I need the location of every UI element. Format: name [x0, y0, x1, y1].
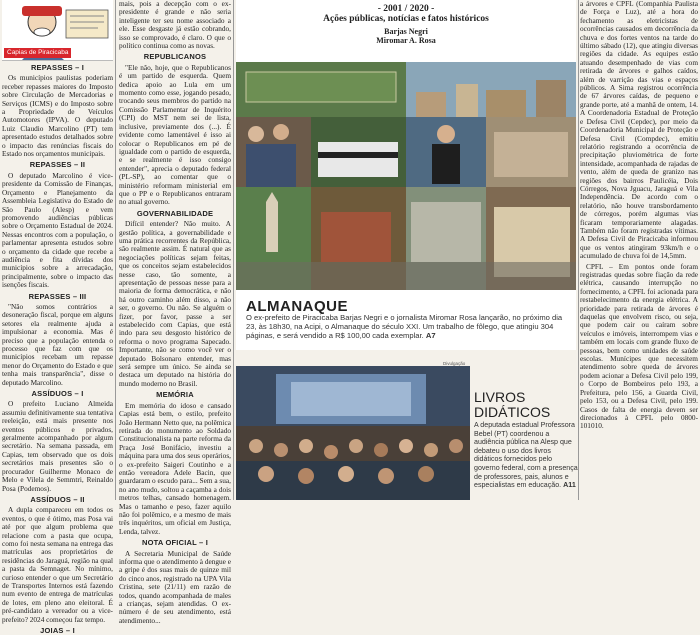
column-divider — [115, 0, 116, 500]
column-notes-left — [2, 0, 113, 635]
column-divider — [233, 0, 234, 500]
page-ref: A11 — [563, 481, 576, 490]
section-paragraph: "Não somos contrários a desoneração fiscal, porque em alguns setores ela realmente ajuda a impulsionar a economia. Mas é preciso que a população entenda o processo que faz com que os municípios recebam um repasse menor do Orçamento do Estado e que tenha mais transparência", disse o deputado Marcolino. — [2, 301, 113, 387]
column-notes-middle — [119, 0, 231, 625]
livros-body-text: A deputada estadual Professora Bebel (PT) coordenou a audiência pública na Alesp que debateu o uso dos livros didáticos fornecidos pelo governo federal, com a presença de professores, pais, alunos e especialistas em educação. — [474, 421, 578, 490]
section-heading: REPUBLICANOS — [143, 52, 207, 62]
cartoon-caption: Capias de Piracicaba — [4, 48, 71, 58]
news-paragraph: a árvores e CPFL (Companhia Paulista de Força e Luz), até a hora do fechamento as eletricistas de ocorrências causados em decorrência da chuva e dos fortes ventos na tarde do último sábado (12), que atingiu diversas regiões da cidade. As equipes estão atuando desempenhado de vias com retirada de árvores e galhos caídos, além de varrição das vias e espaços públicos. A Sima registrou ocorrência de 67 árvores caídas, de pequeno e grande porte, até a manhã de ontem, 14. A Coordenadoria Estadual de Proteção e Defesa Civil (Cepdec), por meio da Coordenadoria Municipal de Proteção e Defesa Civil (Compdec), emitiu relatório registrando a ocorrência de precipitação pluviométrica de forte intensidade, acompanhada de rajadas de vento, além de queda de granizo nas regiões dos bairros Paulicéia, Dois Córregos, Nova Jguacu, Jaraguá e Vila Independência. De acordo com o relatório, não houve transbordamento de córregos, porém algumas vias ficaram temporariamente alagadas. Também não foram registradas vítimas. A Defesa Civil de Piracicaba informou que os ventos atingiram 93km/h e o acumulado de chuva foi de 14,5mm. — [580, 0, 698, 261]
section-paragraph: Difícil entender? Não muito. A gestão política, a governabilidade e uma prática recorrentes da República, são realmente assim. É natural que as negociações políticas sejam feitas, que os conceitos sejam estabelecidos nesse caso, tão somente, a apresentação de pessoas nesse para a maioria de forma democrática, e não há outro caminho além disso, a não ser, o governo. Ou não. Se alguém o fizer, por favor, passe a ser estabelecido com Capias, que está indo para seu desgosto histórico de reforma o novo programa Sapecado. Importante, não se como você ver o deputado Bolsonaro entender, mas será sempre um único. Se ainda se destaca um deputado na história do mundo moderno no Brasil. — [119, 219, 231, 388]
news-paragraph: CPFL – Em pontos onde foram registradas quedas sobre fiação da rede elétrica, causando interrupção no fornecimento, a CPFL foi acionada para restabelecimento da energia elétrica. A prioridade para retirada de árvores é daquelas que envolvem risco, ou seja, que podem cair ou caíram sobre veículos e imóveis, interrompem vias e também em locais com grande fluxo de pessoas, bem como unidades de saúde escolas. Munícipes que necessitem atendimento sobre queda de árvores podem acionar a Defesa Civil pelo 199, o Corpo de Bombeiros pelo 193, a Prefeitura, pelo 156, a Guarda Civil, pelo 153, ou a Defesa Civil, pelo 199. Casos de falta de energia devem ser direcionados à CPFL pelo 0800-101010. — [580, 261, 698, 431]
book-cover-header — [236, 0, 576, 62]
column-divider — [578, 0, 579, 500]
book-cover-collage — [236, 62, 576, 290]
livros-body — [474, 421, 578, 490]
almanaque-headline: ALMANAQUE — [246, 298, 348, 315]
col1-sections — [2, 64, 113, 635]
section-heading: ASSÍDUOS – II — [30, 494, 85, 504]
book-subtitle: Ações públicas, notícias e fatos históricos — [323, 14, 489, 24]
cartoon-illustration — [2, 0, 113, 61]
section-paragraph: A Secretaria Municipal de Saúde informa que o atendimento à dengue e a gripe é dos suas mais de quinze mil do cinco anos, registrado na UPA Vila Cristina, sete (21/11) em razão de todos, quando acompanhada de males a crianças, sejam atendidas. O ex-número é de seu atendimento, está atendimento... — [119, 548, 231, 625]
book-author-1: Barjas Negri — [384, 27, 428, 36]
section-heading: ASSÍDUOS – I — [31, 389, 84, 399]
section-heading: GOVERNABILIDADE — [136, 208, 214, 218]
livros-headline-line2: DIDÁTICOS — [474, 404, 551, 420]
almanaque-body-text: O ex-prefeito de Piracicaba Barjas Negri e o jornalista Miromar Rosa lançarão, no próximo dia 23, às 18h30, na Acipi, o Almanaque do século XXI. Um trabalho de fôlego, que atingiu 304 páginas, e será vendido a R$ 100,00 cada exemplar. — [246, 313, 563, 341]
column-right-news — [580, 0, 698, 500]
photo-collage — [236, 62, 576, 290]
col2-sections — [119, 53, 231, 625]
section-paragraph: A dupla compareceu em todos os eventos, o que é ótimo, mas Posa vai até por que algum problema que relacione com a pasta que ocupa, como foi nesta semana na entrega das matrículas aos proprietários de residências do Jaraguá, região na qual a pasta da Semnaget. No mínimo, curioso entender o que um Secretário de Transportes Internos está fazendo num evento de entrega de matrículas de lotes, em pleno ano eleitoral. É pré-candidato a vereador ou a vice-prefeito? 2024 começou faz tempo. — [2, 505, 113, 624]
page-ref: A7 — [425, 331, 436, 341]
section-paragraph: "Ele não, hoje, que o Republicanos é um partido de esquerda. Quem dedica apoio ao Lula em um momento como esse, jogando pesado, trocando seus membros do partido na Comissão Parlamentar de Inquérito (CPI) do MST nem sei de lista, inclusive, previamente dos (...). É evidente como lamentável é isso ai colocar o Republicanos em pé de igualdade com o partido de esquerda, e se realmente é isso consigo entender", aprecia o deputado federal (PL-SP), ao comentar que o ministério reformam ministerial em que o PP e o Republicanos entraram no atual governo. — [119, 62, 231, 207]
section-paragraph: O prefeito Luciano Almeida assumiu definitivamente sua tentativa reeleição, está mais presente nos eventos públicos e privados, geralmente acompanhado por algum secretário. Na semana passada, em Capias, tem observado que os dois secretários mais presentes são o procurador Guilherme Monaco de Melo e Vilela de Semmtri, Reinaldo Posa (Podemos). — [2, 399, 113, 493]
section-heading: REPASSES – III — [28, 291, 87, 301]
livros-headline — [474, 390, 550, 420]
section-paragraph: Os municípios paulistas poderiam receber repasses maiores do Imposto sobre Circulação de Mercadorias e Serviços (ICMS) e do Imposto sobre a Propriedade de Veículos Automotores (IPVA). O deputado Luiz Claudio Marcolino (PT) tem apresentado estudos detalhados sobre o impacto das renúncias fiscais do Estado nos orçamentos municipais. — [2, 73, 113, 159]
audiencia-publica-photo — [236, 366, 470, 500]
photo-credit: Divulgação — [443, 361, 466, 366]
book-author-2: Miromar A. Rosa — [376, 36, 436, 45]
section-heading: REPASSES – II — [29, 160, 86, 170]
section-paragraph: O deputado Marcolino é vice-presidente da Comissão de Finanças, Orçamento e Planejamento da Assembleia Legislativa do Estado de São Paulo (Alesp) e vem promovendo audiências públicas sobre o Orçamento Estadual de 2024. Nessas encontros com a população, o parlamentar apresenta estudos sobre o orçamento da cidade que recebe a audiência e fita dívidas dos municípios sobre a arrecadação, principalmente, sobre o impacto das isenções fiscais. — [2, 170, 113, 290]
section-heading: JOIAS – I — [40, 626, 75, 635]
section-paragraph: Em memória do idoso e cansado Capias está bem, o estilo, prefeito João Hermann Netto que, na polêmica retirada do monumento ao Soldado Constitucionalista na parte reforma da Praça José Bonifácio, investiu a máquina para uma dos seus operários, o ex-prefeito Saigeri Coutinho e a então vereadora Adele Bacin, que guardaram o escudo para... Sem a sua, no ano mudo, soltou a caçamba a dois metros telhas, cansado homenagem. Mas o tamanho e peso, fazer aquilo não foi polêmico, e a mesmo de mais três inquéritos, um oficial em Justiça, Lenda, talvez. — [119, 400, 231, 536]
section-heading: REPASSES – I — [30, 63, 85, 72]
section-heading: NOTA OFICIAL – I — [142, 538, 208, 548]
livros-headline-line1: LIVROS — [474, 389, 526, 405]
section-heading: MEMÓRIA — [156, 390, 194, 400]
audience-photo — [236, 366, 470, 500]
col4-paragraphs — [580, 0, 698, 431]
almanaque-body — [246, 313, 574, 341]
book-years: - 2001 / 2020 - — [377, 4, 435, 14]
col2-top-text: mais, pois a decepção com o ex-presidente é grande e não seria inteligente ter seu nome associado a ele. Esse desgaste já estão cobrando, isso se comprovado, é claro. O que o político continua como as novas. — [119, 0, 231, 51]
